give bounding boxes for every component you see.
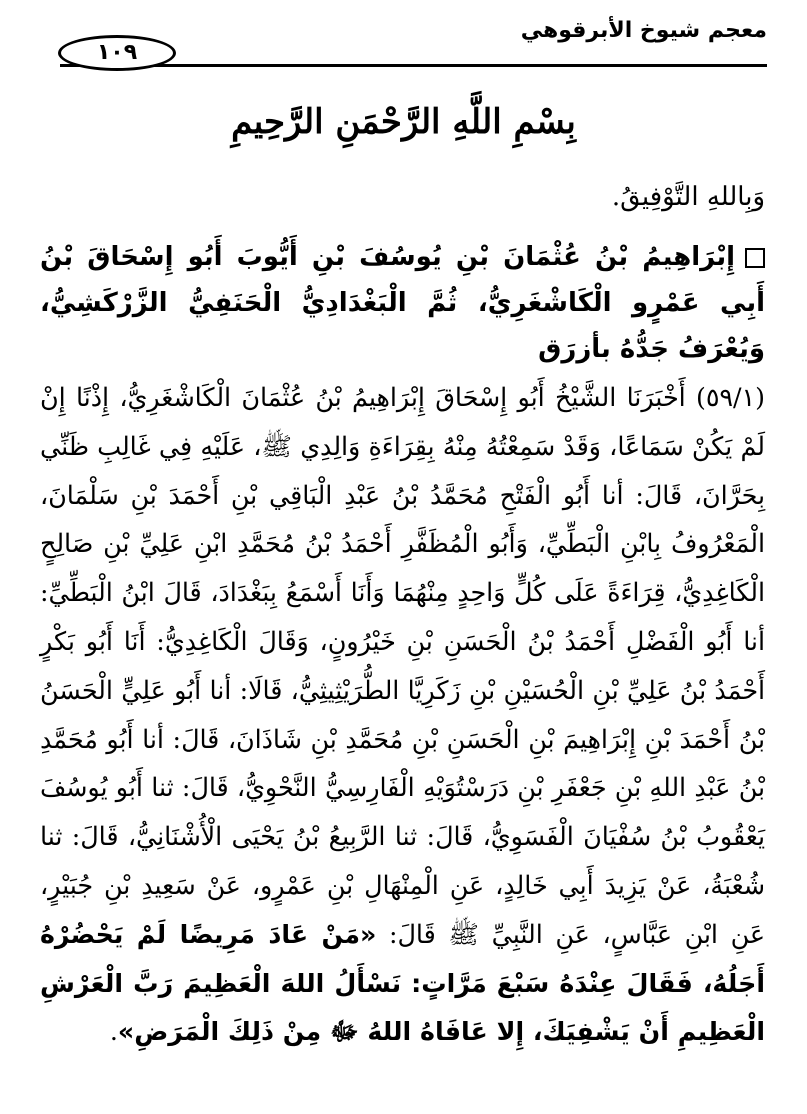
entry-heading bbox=[40, 234, 765, 372]
entry-end: . bbox=[109, 1017, 118, 1047]
closing-phrase: وَبِاللهِ التَّوْفِيقُ. bbox=[611, 182, 765, 212]
checkbox-icon bbox=[745, 248, 765, 268]
entry-body bbox=[40, 374, 765, 1057]
basmala: بِسْمِ اللَّهِ الرَّحْمَنِ الرَّحِيمِ bbox=[231, 102, 576, 142]
hadith-text: «مَنْ عَادَ مَرِيضًا لَمْ يَحْضُرْهُ أَجَلُهُ، فَقَالَ عِنْدَهُ سَبْعَ مَرَّاتٍ: نَسْأَلُ اللهَ الْعَظِيمَ رَبَّ الْعَرْشِ الْعَظِيمِ أَنْ يَشْفِيَكَ، إِلا عَافَاهُ اللهُ ﷻ مِنْ ذَلِكَ الْمَرَضِ» bbox=[40, 919, 765, 1047]
entry-text: (٥٩/١) أَخْبَرَنَا الشَّيْخُ أَبُو إِسْحَاقَ إِبْرَاهِيمُ بْنُ عُثْمَانَ الْكَاشْغَرِيُّ، إِذْنًا إِنْ لَمْ يَكُنْ سَمَاعًا، وَقَدْ سَمِعْتُهُ مِنْهُ بِقِرَاءَةِ وَالِدِي ﷺ، عَلَيْهِ فِي غَالِبِ ظَنِّي بِحَرَّانَ، قَالَ: أنا أَبُو الْفَتْحِ مُحَمَّدُ بْنُ عَبْدِ الْبَاقِي بْنِ أَحْمَدَ بْنِ سَلْمَانَ، الْمَعْرُوفُ بِابْنِ الْبَطِّيِّ، وَأَبُو الْمُظَفَّرِ أَحْمَدُ بْنُ مُحَمَّدِ ابْنِ عَلِيِّ بْنِ صَالِحٍ الْكَاغِدِيُّ، قِرَاءَةً عَلَى كُلٍّ وَاحِدٍ مِنْهُمَا وَأَنَا أَسْمَعُ بِبَغْدَادَ، قَالَ ابْنُ الْبَطِّيِّ: أنا أَبُو الْفَضْلِ أَحْمَدُ بْنُ الْحَسَنِ بْنِ خَيْرُونٍ، وَقَالَ الْكَاغِدِيُّ: أَنَا أَبُو بَكْرٍ أَحْمَدُ بْنُ عَلِيِّ بْنِ الْحُسَيْنِ بْنِ زَكَرِيَّا الطُّرَيْثِيثِيُّ، قَالَا: أنا أَبُو عَلِيٍّ الْحَسَنُ بْنُ أَحْمَدَ بْنِ إِبْرَاهِيمَ بْنِ الْحَسَنِ بْنِ مُحَمَّدِ بْنِ شَاذَانَ، قَالَ: أنا أَبُو مُحَمَّدِ بْنُ عَبْدِ اللهِ بْنِ جَعْفَرِ بْنِ دَرَسْتُوَيْهِ الْفَارِسِيُّ النَّحْوِيُّ، قَالَ: ثنا أَبُو يُوسُفَ يَعْقُوبُ بْنُ سُفْيَانَ الْفَسَوِيُّ، قَالَ: ثنا الرَّبِيعُ بْنُ يَحْيَى الْأُشْنَانِيُّ، قَالَ: ثنا شُعْبَةُ، عَنْ يَزِيدَ أَبِي خَالِدٍ، عَنِ الْمِنْهَالِ بْنِ عَمْرٍو، عَنْ سَعِيدِ بْنِ جُبَيْرٍ، عَنِ ابْنِ عَبَّاسٍ، عَنِ النَّبِيِّ ﷺ قَالَ: bbox=[40, 383, 765, 949]
header-rule bbox=[60, 64, 767, 67]
page-number: ١٠٩ bbox=[58, 35, 176, 71]
page-content bbox=[40, 176, 765, 1057]
entry-title: إِبْرَاهِيمُ بْنُ عُثْمَانَ بْنِ يُوسُفَ بْنِ أَيُّوبَ أَبُو إِسْحَاقَ بْنُ أَبِي عَمْرٍو الْكَاشْغَرِيُّ، ثُمَّ الْبَغْدَادِيُّ الْحَنَفِيُّ الزَّرْكَشِيُّ، وَيُعْرَفُ جَدُّهُ بأزرَق bbox=[40, 242, 765, 364]
book-title: معجم شيوخ الأبرقوهي bbox=[520, 18, 767, 43]
